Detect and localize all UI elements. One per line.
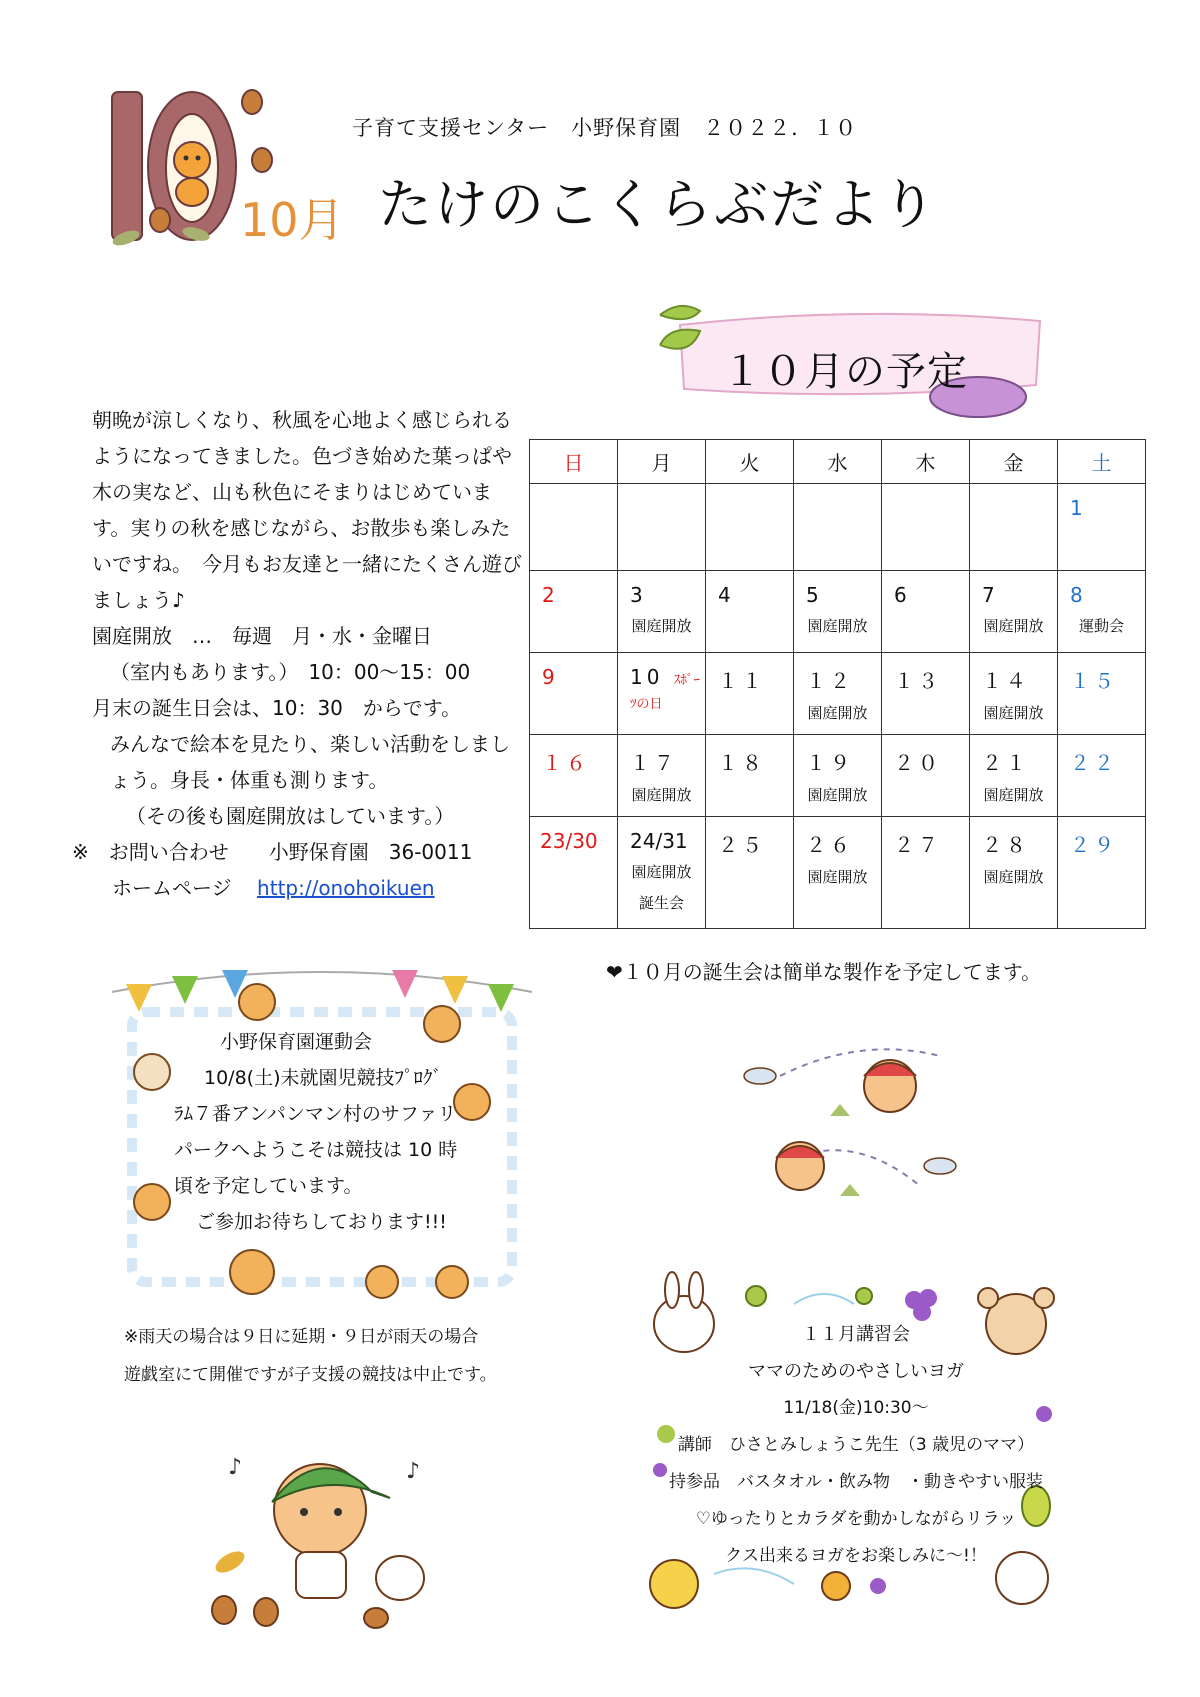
day-number: 10 (630, 665, 664, 690)
intro-paragraph: 朝晩が涼しくなり、秋風を心地よく感じられるようになってきました。色づき始めた葉っぱや木の実など、山も秋色にそまりはじめています。実りの秋を感じながら、お散歩も楽しみたいですね。 今月もお友達と一緒にたくさん遊びましょう♪ (92, 408, 522, 612)
sports-day-line: ﾗﾑ７番アンパンマン村のサファリ (174, 1103, 457, 1125)
day-number: １５ (1070, 669, 1118, 694)
weekday-header: 木 (882, 440, 970, 484)
month-badge-illustration (112, 88, 345, 266)
event-note: 運動会 (1078, 617, 1124, 636)
day-number: ２０ (894, 750, 942, 775)
calendar-cell (882, 653, 970, 735)
calendar-cell (618, 571, 706, 653)
calendar-cell (1058, 571, 1146, 653)
day-number: ２８ (982, 832, 1030, 857)
birthday-note: ❤１０月の誕生会は簡単な製作を予定してます。 (606, 960, 1042, 984)
event-note: 園庭開放 (807, 617, 868, 636)
day-number: ２６ (806, 832, 854, 857)
calendar-cell (530, 571, 618, 653)
day-number: 4 (718, 583, 735, 608)
calendar-cell (1058, 816, 1146, 928)
calendar-cell (618, 653, 706, 735)
event-note: 園庭開放 (631, 617, 692, 636)
sports-day-line: 頃を予定しています。 (174, 1175, 363, 1197)
yoga-items: 持参品 バスタオル・飲み物 ・動きやすい服装 (669, 1472, 1043, 1492)
day-number: 8 (1070, 583, 1087, 608)
day-number: 2 (542, 583, 559, 608)
calendar-week (530, 571, 1146, 653)
sports-day-announcement (168, 1024, 498, 1240)
day-number: 5 (806, 583, 823, 608)
calendar-cell (706, 653, 794, 735)
day-number: 6 (894, 583, 911, 608)
day-number: ２１ (982, 750, 1030, 775)
event-note: 園庭開放 (631, 785, 692, 804)
day-number: １２ (806, 669, 854, 694)
day-number: 23/30 (540, 828, 598, 853)
day-number: １１ (718, 669, 766, 694)
sports-day-line: ご参加お待ちしております!!! (196, 1211, 447, 1233)
after-line: （その後も園庭開放はしています。） (126, 804, 455, 828)
calendar-cell (530, 653, 618, 735)
calendar-cell (530, 484, 618, 571)
activities-line: みんなで絵本を見たり、楽しい活動をしましょう。身長・体重も測ります。 (110, 732, 510, 792)
october-calendar (529, 439, 1146, 929)
kids-dragonfly-illustration (740, 1036, 970, 1216)
sports-day-line: パークへようこそは競技は 10 時 (174, 1139, 458, 1161)
event-note: 園庭開放 (983, 785, 1044, 804)
calendar-cell (1058, 734, 1146, 816)
month-badge-text: 10月 (240, 193, 345, 247)
rain-notice-line: 遊戯室にて開催ですが子支援の競技は中止です。 (124, 1365, 497, 1385)
calendar-cell (970, 816, 1058, 928)
calendar-cell (970, 734, 1058, 816)
weekday-header: 金 (970, 440, 1058, 484)
calendar-cell (1058, 653, 1146, 735)
day-number: 24/31 (630, 828, 688, 853)
day-number: １６ (542, 750, 590, 775)
day-number: １３ (894, 669, 942, 694)
calendar-cell (706, 734, 794, 816)
calendar-cell (706, 484, 794, 571)
calendar-cell (794, 571, 882, 653)
weekday-header: 水 (794, 440, 882, 484)
day-number: １７ (630, 750, 678, 775)
calendar-week (530, 816, 1146, 928)
day-number: １４ (982, 669, 1030, 694)
calendar-cell (1058, 484, 1146, 571)
calendar-cell (882, 571, 970, 653)
event-note: 園庭開放 (631, 862, 692, 881)
calendar-cell (618, 484, 706, 571)
calendar-cell (882, 734, 970, 816)
yoga-message: クス出来るヨガをお楽しみに～!！ (725, 1546, 987, 1566)
calendar-cell (882, 484, 970, 571)
calendar-cell (530, 816, 618, 928)
calendar-cell (970, 653, 1058, 735)
rain-notice-line: ※雨天の場合は９日に延期・９日が雨天の場合 (124, 1327, 479, 1347)
newsletter-title: たけのこくらぶだより (378, 173, 938, 236)
day-number: ２７ (894, 832, 942, 857)
sports-day-title: 小野保育園運動会 (220, 1031, 373, 1053)
garden-hours-line: （室内もあります。） 10：00～15：00 (110, 660, 471, 684)
intro-section (72, 402, 522, 906)
calendar-cell (706, 816, 794, 928)
homepage-label: ホームページ (112, 876, 232, 900)
day-number: 7 (982, 583, 999, 608)
calendar-cell (794, 816, 882, 928)
calendar-cell (794, 653, 882, 735)
calendar-cell (970, 484, 1058, 571)
calendar-week (530, 734, 1146, 816)
weekday-header: 日 (530, 440, 618, 484)
day-number: 3 (630, 583, 647, 608)
birthday-time-line: 月末の誕生日会は、10：30 からです。 (92, 696, 462, 720)
calendar-cell (618, 734, 706, 816)
event-note: 誕生会 (638, 893, 684, 912)
calendar-cell (530, 734, 618, 816)
sports-day-note: ｽﾎﾟｰﾂの日 (630, 673, 700, 713)
schedule-title: １０月の予定 (722, 349, 968, 395)
day-number-with-event (618, 653, 705, 713)
yoga-subtitle: ママのためのやさしいヨガ (748, 1361, 964, 1382)
homepage-link[interactable]: http://onohoikuen (257, 876, 435, 900)
yoga-date: 11/18(金)10:30～ (783, 1398, 929, 1418)
svg-text:♪: ♪ (228, 1455, 243, 1480)
sports-day-line: 10/8(土)未就園児競技ﾌﾟﾛｸﾞ (204, 1067, 442, 1089)
event-note: 園庭開放 (807, 704, 868, 723)
boy-acorn-illustration (200, 1440, 450, 1630)
contact-line: ※ お問い合わせ 小野保育園 36-0011 (72, 840, 473, 864)
yoga-title: １１月講習会 (802, 1324, 910, 1345)
yoga-announcement (656, 1316, 1056, 1575)
weekday-header: 火 (706, 440, 794, 484)
homepage-line (72, 870, 522, 906)
calendar-cell (706, 571, 794, 653)
weekday-header: 月 (618, 440, 706, 484)
day-number: １８ (718, 750, 766, 775)
event-note: 園庭開放 (983, 704, 1044, 723)
calendar-cell (794, 484, 882, 571)
calendar-week (530, 653, 1146, 735)
event-note: 園庭開放 (807, 785, 868, 804)
event-note: 園庭開放 (807, 867, 868, 886)
garden-open-line: 園庭開放 … 毎週 月・水・金曜日 (92, 624, 432, 648)
day-number: １９ (806, 750, 854, 775)
calendar-cell (970, 571, 1058, 653)
calendar-weekday-row (530, 440, 1146, 484)
organization-line: 子育て支援センター 小野保育園 ２０２２．１０ (352, 116, 858, 140)
day-number: ２９ (1070, 832, 1118, 857)
day-number: ２２ (1070, 750, 1118, 775)
weekday-header: 土 (1058, 440, 1146, 484)
rain-notice (124, 1318, 554, 1394)
calendar-week (530, 484, 1146, 571)
svg-text:♪: ♪ (406, 1459, 421, 1484)
yoga-instructor: 講師 ひさとみしょうこ先生（3 歳児のママ） (677, 1435, 1035, 1455)
day-number: ２５ (718, 832, 766, 857)
event-note: 園庭開放 (983, 617, 1044, 636)
event-note: 園庭開放 (983, 867, 1044, 886)
calendar-cell (882, 816, 970, 928)
yoga-message: ♡ゆったりとカラダを動かしながらリラッ (695, 1509, 1017, 1529)
day-number: 1 (1070, 496, 1087, 521)
calendar-cell (794, 734, 882, 816)
calendar-cell (618, 816, 706, 928)
day-number: 9 (542, 665, 559, 690)
